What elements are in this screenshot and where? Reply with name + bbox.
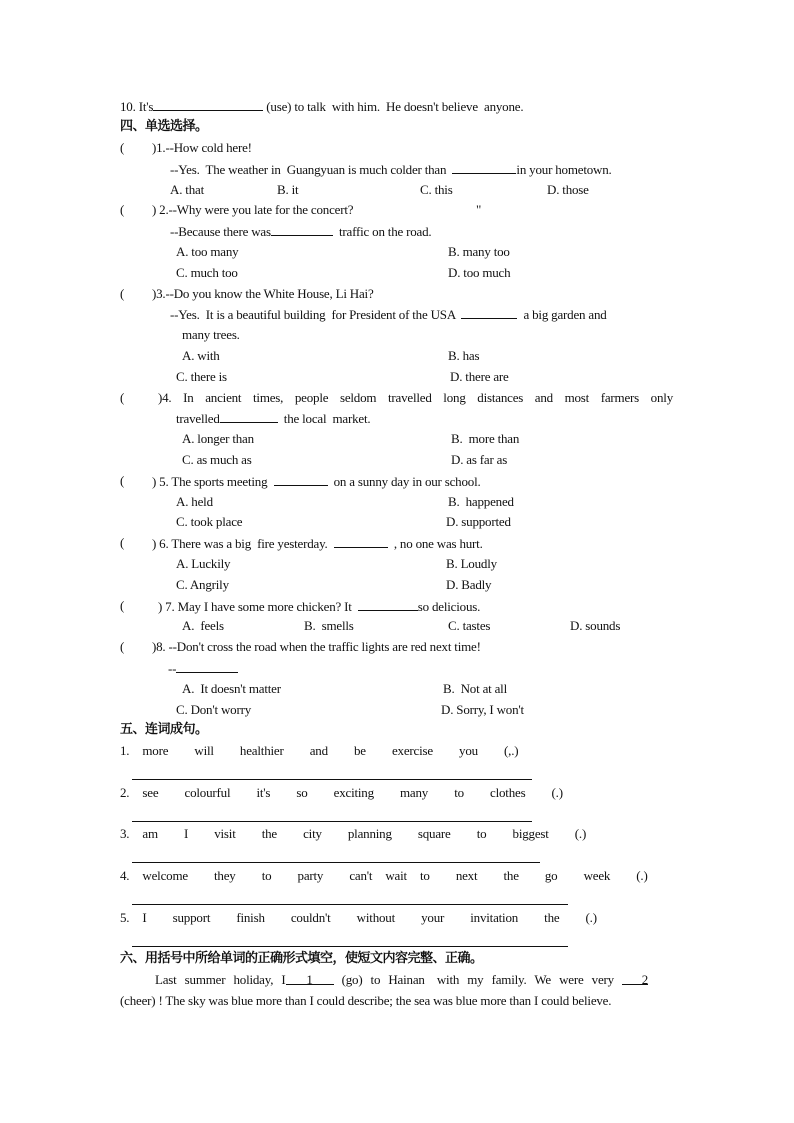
text: so delicious. xyxy=(417,599,481,614)
text: A. held xyxy=(176,494,213,509)
text: in your hometown. xyxy=(516,162,612,177)
option-a xyxy=(182,348,220,364)
answer-paren[interactable]: ( xyxy=(120,473,125,488)
text: )8. --Don't cross the road when the traffic lights are red next time! xyxy=(152,639,481,654)
question-3-stem xyxy=(152,286,374,302)
question-4-stem xyxy=(158,390,673,406)
text: many trees. xyxy=(182,327,240,342)
answer-bracket xyxy=(120,202,124,218)
answer-bracket xyxy=(120,598,124,614)
option-d xyxy=(441,702,524,718)
option-b xyxy=(304,618,354,634)
answer-paren[interactable]: ( xyxy=(120,202,125,217)
text: )1.--How cold here! xyxy=(152,140,252,155)
question-1-line xyxy=(170,161,612,178)
text: --Yes. It is a beautiful building for President of the USA xyxy=(170,307,462,322)
option-c xyxy=(448,618,490,634)
option-b xyxy=(446,556,497,572)
option-c xyxy=(176,577,229,593)
q10-text: 10. It's xyxy=(120,99,154,114)
option-d xyxy=(547,182,589,198)
text: the local market. xyxy=(277,411,371,426)
text: A. with xyxy=(182,348,220,363)
passage-blank-2[interactable]: 2 xyxy=(622,972,648,985)
option-c xyxy=(420,182,453,198)
text: traffic on the road. xyxy=(332,224,432,239)
text: a big garden and xyxy=(517,307,607,322)
answer-bracket xyxy=(120,286,124,302)
passage-text: Last summer holiday, I xyxy=(155,972,286,987)
answer-paren[interactable]: ( xyxy=(120,598,125,613)
answer-line[interactable] xyxy=(132,862,540,863)
answer-line[interactable] xyxy=(132,946,568,947)
section-4-heading: 四、单选选择。 xyxy=(120,119,208,134)
text: D. as far as xyxy=(451,452,508,467)
option-c xyxy=(182,452,252,468)
option-d xyxy=(451,452,507,468)
passage-line-2: (cheer) ! The sky was blue more than I could describe; the sea was blue more than I could believe. xyxy=(120,993,612,1008)
text: " xyxy=(476,202,482,217)
answer-blank[interactable] xyxy=(334,535,388,548)
text: A. It doesn't matter xyxy=(182,681,281,696)
text: -- xyxy=(168,661,177,676)
answer-paren[interactable]: ( xyxy=(120,286,125,301)
question-2-line xyxy=(170,223,431,240)
answer-blank[interactable] xyxy=(271,223,333,236)
answer-paren[interactable]: ( xyxy=(120,390,125,405)
answer-paren[interactable]: ( xyxy=(120,535,125,550)
option-d xyxy=(446,577,491,593)
text: ) 2.--Why were you late for the concert? xyxy=(152,202,354,217)
stray-mark xyxy=(476,202,481,218)
text: D. Sorry, I won't xyxy=(441,702,524,717)
text: B. smells xyxy=(304,618,354,633)
answer-bracket xyxy=(120,535,124,551)
option-a xyxy=(182,618,224,634)
text: )3.--Do you know the White House, Li Hai? xyxy=(152,286,374,301)
passage-line-1 xyxy=(155,972,648,988)
text: D. too much xyxy=(448,265,511,280)
text: travelled xyxy=(176,411,220,426)
text: B. happened xyxy=(448,494,514,509)
answer-blank[interactable] xyxy=(153,98,263,111)
passage-text: (go) to Hainan with my family. We were very xyxy=(333,972,623,987)
answer-line[interactable] xyxy=(132,821,532,822)
question-8-stem xyxy=(152,639,481,655)
sentence-item: 1. more will healthier and be exercise you (,.) xyxy=(120,743,519,758)
question-10 xyxy=(120,98,523,115)
option-d xyxy=(446,514,511,530)
option-a xyxy=(176,244,238,260)
answer-line[interactable] xyxy=(132,904,568,905)
text: D. Badly xyxy=(446,577,492,592)
question-8-line xyxy=(168,660,238,677)
answer-paren[interactable]: ( xyxy=(120,140,125,155)
option-c xyxy=(176,265,238,281)
answer-blank[interactable] xyxy=(220,410,278,423)
option-a xyxy=(182,681,281,697)
text: D. supported xyxy=(446,514,511,529)
text: A. feels xyxy=(182,618,224,633)
question-3-line xyxy=(182,327,240,343)
text: C. as much as xyxy=(182,452,252,467)
question-7-stem xyxy=(158,598,480,615)
text: C. Don't worry xyxy=(176,702,252,717)
question-3-line xyxy=(170,306,607,323)
question-1-stem xyxy=(152,140,252,156)
option-b xyxy=(277,182,298,198)
sentence-item: 5. I support finish couldn't without your invitation the (.) xyxy=(120,910,597,925)
text: C. took place xyxy=(176,514,243,529)
answer-blank[interactable] xyxy=(176,660,238,673)
answer-bracket xyxy=(120,390,124,406)
answer-blank[interactable] xyxy=(358,598,418,611)
option-a xyxy=(182,431,254,447)
option-d xyxy=(570,618,620,634)
answer-line[interactable] xyxy=(132,779,532,780)
option-b xyxy=(448,494,514,510)
option-b xyxy=(448,244,510,260)
option-c xyxy=(176,702,251,718)
text: B. many too xyxy=(448,244,510,259)
section-5-heading: 五、连词成句。 xyxy=(120,722,208,737)
text: A. Luckily xyxy=(176,556,231,571)
text: B. has xyxy=(448,348,480,363)
text: C. Angrily xyxy=(176,577,229,592)
text: --Because there was xyxy=(170,224,271,239)
sentence-item: 4. welcome they to party can't wait to next the go week (.) xyxy=(120,868,648,883)
text: B. Loudly xyxy=(446,556,497,571)
option-a xyxy=(176,494,213,510)
section-6-heading: 六、用括号中所给单词的正确形式填空，使短文内容完整、正确。 xyxy=(120,951,483,966)
q10-text: (use) to talk with him. He doesn't believe anyone. xyxy=(263,99,524,114)
answer-blank[interactable] xyxy=(274,473,328,486)
question-5-stem xyxy=(152,473,481,490)
answer-bracket xyxy=(120,140,124,156)
text: , no one was hurt. xyxy=(387,536,483,551)
text: B. Not at all xyxy=(443,681,507,696)
option-d xyxy=(450,369,509,385)
text: B. it xyxy=(277,182,299,197)
text: A. that xyxy=(170,182,204,197)
option-b xyxy=(448,348,479,364)
text: A. longer than xyxy=(182,431,254,446)
text: C. much too xyxy=(176,265,238,280)
text: B. more than xyxy=(451,431,520,446)
passage-blank-1[interactable]: 1 xyxy=(286,972,334,985)
option-a xyxy=(176,556,230,572)
text: ) 5. The sports meeting xyxy=(152,474,274,489)
text: )4. In ancient times, people seldom travelled long distances and most farmers only xyxy=(158,390,673,405)
option-a xyxy=(170,182,204,198)
option-b xyxy=(443,681,507,697)
answer-blank[interactable] xyxy=(461,306,517,319)
text: on a sunny day in our school. xyxy=(327,474,481,489)
answer-bracket xyxy=(120,639,124,655)
option-d xyxy=(448,265,510,281)
answer-blank[interactable] xyxy=(452,161,516,174)
sentence-item: 3. am I visit the city planning square to biggest (.) xyxy=(120,826,587,841)
option-c xyxy=(176,369,227,385)
text: C. there is xyxy=(176,369,227,384)
text: ) 6. There was a big fire yesterday. xyxy=(152,536,334,551)
text: D. sounds xyxy=(570,618,621,633)
text: A. too many xyxy=(176,244,239,259)
text: C. tastes xyxy=(448,618,491,633)
question-4-line xyxy=(176,410,370,427)
text: ) 7. May I have some more chicken? It xyxy=(158,599,358,614)
text: D. those xyxy=(547,182,589,197)
text: C. this xyxy=(420,182,453,197)
answer-paren[interactable]: ( xyxy=(120,639,125,654)
answer-bracket xyxy=(120,473,124,489)
sentence-item: 2. see colourful it's so exciting many to clothes (.) xyxy=(120,785,563,800)
question-2-stem xyxy=(152,202,353,218)
text: D. there are xyxy=(450,369,509,384)
option-c xyxy=(176,514,242,530)
option-b xyxy=(451,431,519,447)
text: --Yes. The weather in Guangyuan is much colder than xyxy=(170,162,453,177)
question-6-stem xyxy=(152,535,483,552)
